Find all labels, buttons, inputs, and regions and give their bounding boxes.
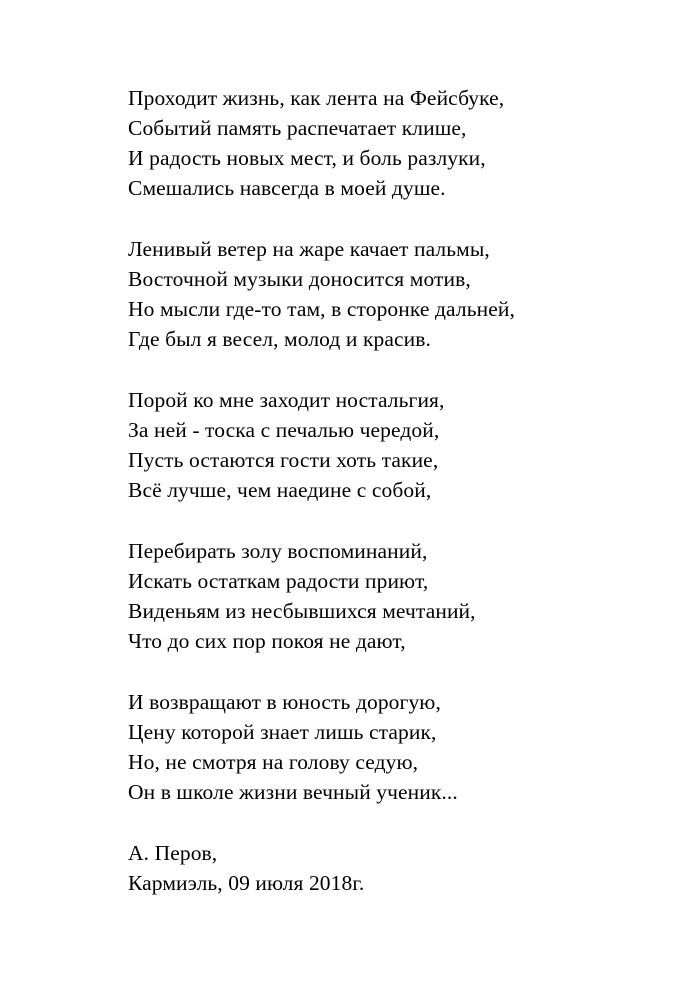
poem-line: Искать остаткам радости приют, xyxy=(128,569,429,593)
poem-line: Порой ко мне заходит ностальгия, xyxy=(128,388,445,412)
poem-line: Цену которой знает лишь старик, xyxy=(128,720,437,744)
poem-line: Пусть остаются гости хоть такие, xyxy=(128,448,439,472)
poem-line: И радость новых мест, и боль разлуки, xyxy=(128,146,486,170)
stanza-3 xyxy=(128,385,634,505)
poem-line: Что до сих пор покоя не дают, xyxy=(128,629,406,653)
signature-place-date: Кармиэль, 09 июля 2018г. xyxy=(128,871,365,895)
poem-line: Проходит жизнь, как лента на Фейсбуке, xyxy=(128,86,505,110)
stanza-5 xyxy=(128,687,634,807)
poem-line: Где был я весел, молод и красив. xyxy=(128,327,431,351)
stanza-4 xyxy=(128,536,634,656)
poem-line: Но, не смотря на голову седую, xyxy=(128,750,419,774)
poem-line: Смешались навсегда в моей душе. xyxy=(128,176,446,200)
poem-line: И возвращают в юность дорогую, xyxy=(128,690,441,714)
signature-author: А. Перов, xyxy=(128,841,218,865)
poem-line: Ленивый ветер на жаре качает пальмы, xyxy=(128,237,490,261)
stanza-1 xyxy=(128,83,634,203)
poem-line: Восточной музыки доносится мотив, xyxy=(128,267,471,291)
author-signature xyxy=(128,838,634,898)
poem-line: Всё лучше, чем наедине с собой, xyxy=(128,478,432,502)
poem-line: За ней - тоска с печалью чередой, xyxy=(128,418,440,442)
poem-line: Он в школе жизни вечный ученик... xyxy=(128,780,458,804)
poem-line: Но мысли где-то там, в сторонке дальней, xyxy=(128,297,515,321)
stanza-2 xyxy=(128,234,634,354)
poem-line: Событий память распечатает клише, xyxy=(128,116,467,140)
poem-line: Виденьям из несбывшихся мечтаний, xyxy=(128,599,476,623)
poem-line: Перебирать золу воспоминаний, xyxy=(128,539,428,563)
